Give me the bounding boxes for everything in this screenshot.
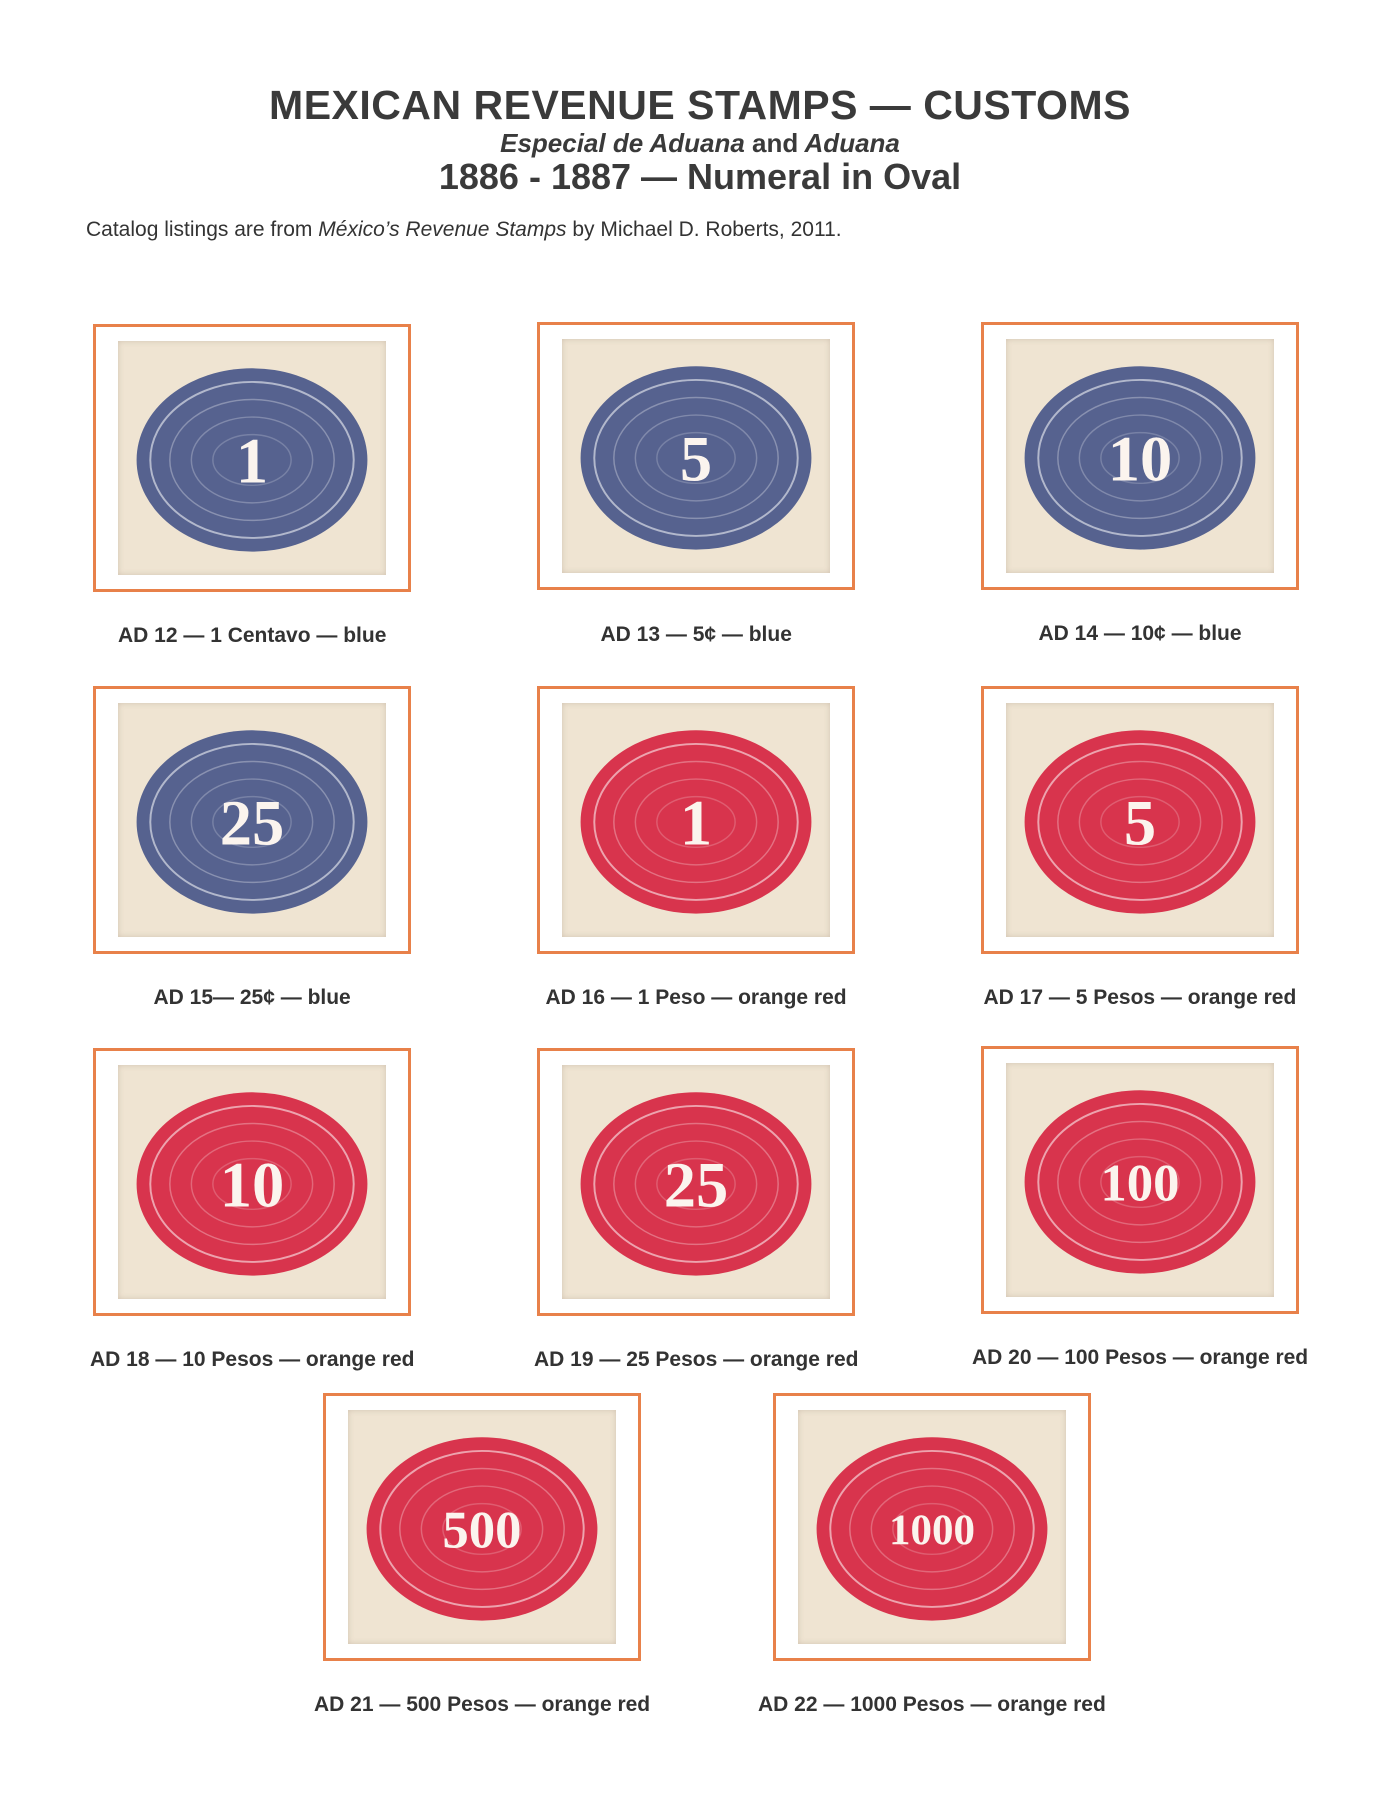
stamp-frame [537,1048,855,1316]
stamp-frame [773,1393,1091,1661]
stamp-frame [93,686,411,954]
svg-text:100: 100 [1100,1154,1180,1213]
page-years-heading: 1886 - 1887 — Numeral in Oval [438,156,962,197]
stamp-image [348,1410,616,1644]
stamp-image [1006,339,1274,573]
stamp-caption: AD 19 — 25 Pesos — orange red [534,1348,859,1371]
stamp-image [562,703,830,937]
catalog-note [86,218,842,242]
stamp-caption: AD 18 — 10 Pesos — orange red [90,1348,415,1371]
stamp-caption: AD 15— 25¢ — blue [153,986,351,1009]
svg-text:10: 10 [1107,423,1173,495]
stamp-caption: AD 22 — 1000 Pesos — orange red [758,1693,1106,1716]
subtitle-aduana: Aduana [804,128,900,158]
svg-text:25: 25 [219,787,285,859]
subtitle-and: and [752,128,799,158]
page-title: MEXICAN REVENUE STAMPS — CUSTOMS [269,82,1131,128]
stamp-image [118,1065,386,1299]
stamp-caption: AD 21 — 500 Pesos — orange red [314,1693,651,1716]
stamp-image [118,341,386,575]
stamp-frame [537,686,855,954]
stamp-frame [981,686,1299,954]
catalog-prefix: Catalog listings are from [86,218,313,241]
svg-text:1000: 1000 [888,1507,976,1554]
stamp-image [118,703,386,937]
stamp-caption: AD 13 — 5¢ — blue [600,623,792,646]
stamp-caption: AD 12 — 1 Centavo — blue [118,624,387,647]
stamp-image [562,1065,830,1299]
svg-text:25: 25 [663,1149,729,1221]
stamp-frame [93,1048,411,1316]
page-subtitle [0,128,1400,159]
svg-text:10: 10 [219,1149,285,1221]
stamp-frame [981,1046,1299,1314]
stamp-frame [537,322,855,590]
stamp-caption: AD 14 — 10¢ — blue [1038,622,1242,645]
stamp-frame [981,322,1299,590]
stamp-image [562,339,830,573]
stamp-caption: AD 17 — 5 Pesos — orange red [983,986,1297,1009]
stamp-frame [323,1393,641,1661]
stamp-caption: AD 20 — 100 Pesos — orange red [972,1346,1309,1369]
catalog-suffix: by Michael D. Roberts, 2011. [572,218,842,241]
svg-text:1: 1 [679,787,713,859]
svg-text:5: 5 [679,423,713,495]
subtitle-especial: Especial de Aduana [500,128,745,158]
stamp-frame [93,324,411,592]
stamp-image [1006,1063,1274,1297]
svg-text:500: 500 [442,1501,522,1560]
svg-text:5: 5 [1123,787,1157,859]
stamp-caption: AD 16 — 1 Peso — orange red [545,986,847,1009]
stamp-image [798,1410,1066,1644]
stamp-image [1006,703,1274,937]
svg-text:1: 1 [235,425,269,497]
catalog-book-title: México’s Revenue Stamps [318,218,567,241]
